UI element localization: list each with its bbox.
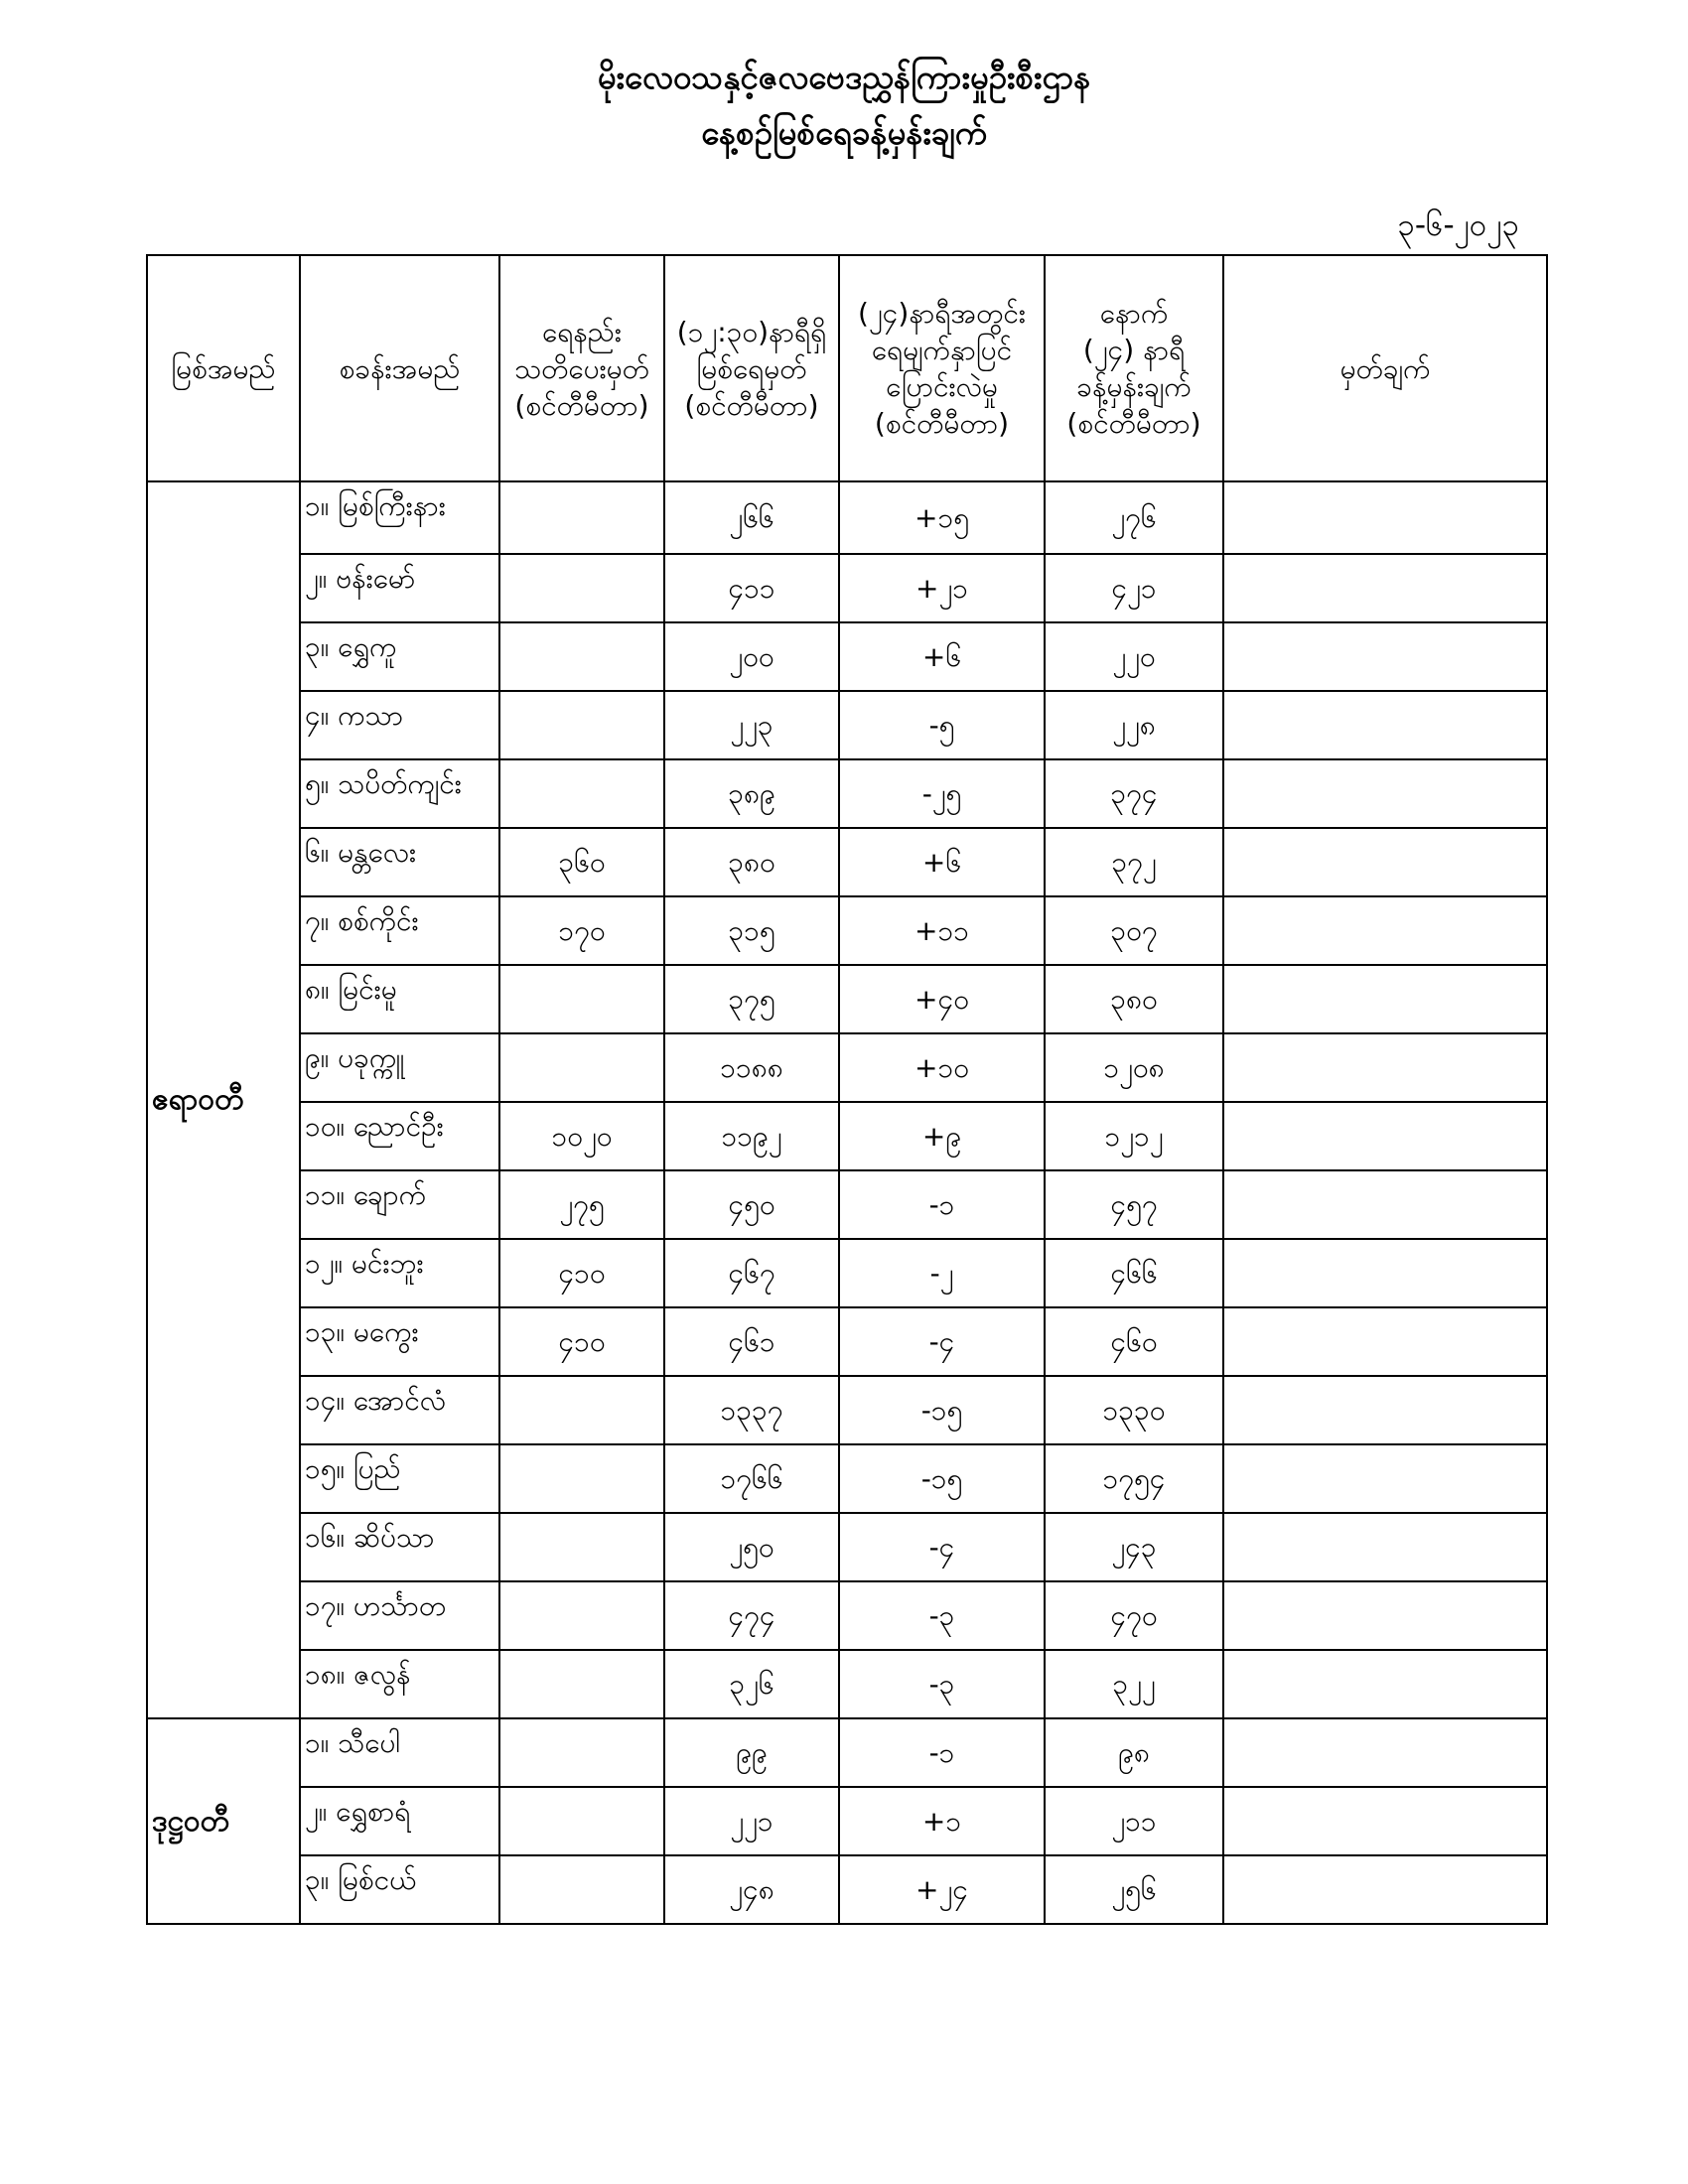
observed-level-cell: ၃၈၉ [664, 759, 839, 828]
table-body [147, 481, 1547, 1924]
danger-level-cell [499, 622, 664, 691]
level-change-cell: -၄ [839, 1513, 1045, 1581]
forecast-level-cell: ၉၈ [1045, 1718, 1223, 1787]
station-name-cell: ၅။ သပိတ်ကျင်း [300, 759, 499, 828]
observed-level-cell: ၂၀၀ [664, 622, 839, 691]
table-row [147, 965, 1547, 1033]
station-name-cell: ၉။ ပခုက္ကူ [300, 1033, 499, 1102]
station-name-cell: ၄။ ကသာ [300, 691, 499, 759]
header-danger-line: (စင်တီမီတာ) [514, 388, 649, 422]
danger-level-cell [499, 1650, 664, 1718]
station-name-cell: ၁၆။ ဆိပ်သာ [300, 1513, 499, 1581]
table-header-row [147, 255, 1547, 481]
remarks-cell [1223, 1581, 1547, 1650]
remarks-cell [1223, 1307, 1547, 1376]
observed-level-cell: ၁၇၆၆ [664, 1444, 839, 1513]
header-danger-line: ရေနည်း [542, 315, 622, 348]
danger-level-cell [499, 1033, 664, 1102]
header-observed-line: မြစ်ရေမှတ် [696, 351, 807, 385]
observed-level-cell: ၉၉ [664, 1718, 839, 1787]
observed-level-cell: ၂၅၀ [664, 1513, 839, 1581]
header-danger [499, 255, 664, 481]
observed-level-cell: ၂၂၁ [664, 1787, 839, 1855]
header-observed-line: (စင်တီမီတာ) [684, 388, 819, 422]
table-row [147, 896, 1547, 965]
remarks-cell [1223, 1102, 1547, 1170]
table-row [147, 1581, 1547, 1650]
remarks-cell [1223, 965, 1547, 1033]
table-row [147, 481, 1547, 554]
table-row [147, 1718, 1547, 1787]
level-change-cell: +၄၀ [839, 965, 1045, 1033]
observed-level-cell: ၁၃၃၇ [664, 1376, 839, 1444]
level-change-cell: +၉ [839, 1102, 1045, 1170]
table-row [147, 1650, 1547, 1718]
forecast-level-cell: ၂၂၈ [1045, 691, 1223, 759]
remarks-cell [1223, 1787, 1547, 1855]
remarks-cell [1223, 1033, 1547, 1102]
forecast-level-cell: ၄၇၀ [1045, 1581, 1223, 1650]
remarks-cell [1223, 1855, 1547, 1924]
header-forecast-line: (စင်တီမီတာ) [1066, 407, 1201, 440]
level-change-cell: -၁၅ [839, 1444, 1045, 1513]
danger-level-cell [499, 965, 664, 1033]
station-name-cell: ၁၁။ ချောက် [300, 1170, 499, 1239]
station-name-cell: ၁။ သီပေါ [300, 1718, 499, 1787]
danger-level-cell: ၃၆၀ [499, 828, 664, 896]
table-row [147, 1444, 1547, 1513]
remarks-cell [1223, 896, 1547, 965]
forecast-level-cell: ၂၂၀ [1045, 622, 1223, 691]
remarks-cell [1223, 1239, 1547, 1307]
table-row [147, 1239, 1547, 1307]
forecast-level-cell: ၄၆၆ [1045, 1239, 1223, 1307]
observed-level-cell: ၄၇၄ [664, 1581, 839, 1650]
station-name-cell: ၁၈။ ဇလွန် [300, 1650, 499, 1718]
observed-level-cell: ၃၂၆ [664, 1650, 839, 1718]
table-row [147, 554, 1547, 622]
river-name-cell: ဒုဋ္ဌဝတီ [147, 1718, 300, 1924]
table-row [147, 1307, 1547, 1376]
level-change-cell: -၂ [839, 1239, 1045, 1307]
remarks-cell [1223, 1376, 1547, 1444]
danger-level-cell [499, 1444, 664, 1513]
forecast-level-cell: ၂၄၃ [1045, 1513, 1223, 1581]
danger-level-cell: ၂၇၅ [499, 1170, 664, 1239]
level-change-cell: -၁ [839, 1170, 1045, 1239]
level-change-cell: +၁၅ [839, 481, 1045, 554]
table-row [147, 1170, 1547, 1239]
table-row [147, 759, 1547, 828]
danger-level-cell: ၄၁၀ [499, 1239, 664, 1307]
table-row [147, 828, 1547, 896]
forecast-level-cell: ၄၂၁ [1045, 554, 1223, 622]
level-change-cell: +၁ [839, 1787, 1045, 1855]
level-change-cell: +၁၀ [839, 1033, 1045, 1102]
level-change-cell: -၄ [839, 1307, 1045, 1376]
danger-level-cell [499, 1513, 664, 1581]
observed-level-cell: ၃၈၀ [664, 828, 839, 896]
level-change-cell: +၆ [839, 828, 1045, 896]
table-row [147, 1855, 1547, 1924]
station-name-cell: ၁၃။ မကွေး [300, 1307, 499, 1376]
station-name-cell: ၂။ ရွှေစာရံ [300, 1787, 499, 1855]
forecast-level-cell: ၂၇၆ [1045, 481, 1223, 554]
danger-level-cell [499, 1376, 664, 1444]
observed-level-cell: ၁၁၈၈ [664, 1033, 839, 1102]
station-name-cell: ၂။ ဗန်းမော် [300, 554, 499, 622]
observed-level-cell: ၃၇၅ [664, 965, 839, 1033]
remarks-cell [1223, 691, 1547, 759]
forecast-level-cell: ၂၁၁ [1045, 1787, 1223, 1855]
level-change-cell: -၂၅ [839, 759, 1045, 828]
station-name-cell: ၃။ မြစ်ငယ် [300, 1855, 499, 1924]
header-forecast-line: (၂၄) နာရီ [1082, 334, 1186, 366]
header-river: မြစ်အမည် [147, 255, 300, 481]
forecast-level-cell: ၃၈၀ [1045, 965, 1223, 1033]
level-change-cell: -၁၅ [839, 1376, 1045, 1444]
danger-level-cell [499, 1581, 664, 1650]
station-name-cell: ၁။ မြစ်ကြီးနား [300, 481, 499, 554]
station-name-cell: ၁၀။ ညောင်ဦး [300, 1102, 499, 1170]
remarks-cell [1223, 759, 1547, 828]
remarks-cell [1223, 481, 1547, 554]
forecast-level-cell: ၃၂၂ [1045, 1650, 1223, 1718]
forecast-level-cell: ၂၅၆ [1045, 1855, 1223, 1924]
danger-level-cell [499, 554, 664, 622]
level-change-cell: -၃ [839, 1650, 1045, 1718]
table-row [147, 622, 1547, 691]
river-name-cell: ဧရာဝတီ [147, 481, 300, 1718]
forecast-level-cell: ၁၇၅၄ [1045, 1444, 1223, 1513]
remarks-cell [1223, 1444, 1547, 1513]
station-name-cell: ၁၇။ ဟင်္သာတ [300, 1581, 499, 1650]
remarks-cell [1223, 1170, 1547, 1239]
station-name-cell: ၈။ မြင်းမူ [300, 965, 499, 1033]
danger-level-cell [499, 1787, 664, 1855]
remarks-cell [1223, 1513, 1547, 1581]
observed-level-cell: ၃၁၅ [664, 896, 839, 965]
forecast-level-cell: ၁၃၃၀ [1045, 1376, 1223, 1444]
page-title: မိုးလေဝသနှင့်ဇလဗေဒညွှန်ကြားမှုဦးစီးဌာန [597, 58, 1091, 96]
remarks-cell [1223, 1650, 1547, 1718]
page-subtitle: နေ့စဉ်မြစ်ရေခန့်မှန်းချက် [701, 113, 987, 152]
table-row [147, 1787, 1547, 1855]
danger-level-cell [499, 759, 664, 828]
header-change-line: ပြောင်းလဲမှု [886, 370, 998, 403]
forecast-level-cell: ၁၂၀၈ [1045, 1033, 1223, 1102]
header-forecast [1045, 255, 1223, 481]
table-row [147, 1513, 1547, 1581]
station-name-cell: ၁၄။ အောင်လံ [300, 1376, 499, 1444]
forecast-level-cell: ၃၀၇ [1045, 896, 1223, 965]
danger-level-cell [499, 1718, 664, 1787]
table-row [147, 1376, 1547, 1444]
level-change-cell: +၁၁ [839, 896, 1045, 965]
forecast-level-cell: ၄၆၀ [1045, 1307, 1223, 1376]
danger-level-cell [499, 1855, 664, 1924]
station-name-cell: ၆။ မန္တလေး [300, 828, 499, 896]
danger-level-cell [499, 481, 664, 554]
remarks-cell [1223, 554, 1547, 622]
station-name-cell: ၁၂။ မင်းဘူး [300, 1239, 499, 1307]
header-station: စခန်းအမည် [300, 255, 499, 481]
table-row [147, 1102, 1547, 1170]
observed-level-cell: ၄၆၇ [664, 1239, 839, 1307]
header-change-line: (စင်တီမီတာ) [874, 407, 1010, 440]
remarks-cell [1223, 622, 1547, 691]
station-name-cell: ၇။ စစ်ကိုင်း [300, 896, 499, 965]
header-forecast-line: ခန့်မှန်းချက် [1076, 370, 1192, 403]
danger-level-cell: ၁၀၂၀ [499, 1102, 664, 1170]
river-forecast-table [146, 254, 1548, 1925]
danger-level-cell: ၁၇၀ [499, 896, 664, 965]
level-change-cell: +၂၄ [839, 1855, 1045, 1924]
level-change-cell: -၅ [839, 691, 1045, 759]
header-observed-line: (၁၂:၃၀)နာရီရှိ [676, 315, 827, 348]
header-change-line: (၂၄)နာရီအတွင်း [857, 297, 1027, 330]
header-observed [664, 255, 839, 481]
header-change-line: ရေမျက်နှာပြင် [871, 334, 1013, 366]
station-name-cell: ၁၅။ ပြည် [300, 1444, 499, 1513]
observed-level-cell: ၁၁၉၂ [664, 1102, 839, 1170]
header-remarks: မှတ်ချက် [1223, 255, 1547, 481]
station-name-cell: ၃။ ရွှေကူ [300, 622, 499, 691]
forecast-level-cell: ၃၇၄ [1045, 759, 1223, 828]
observed-level-cell: ၄၁၁ [664, 554, 839, 622]
danger-level-cell [499, 691, 664, 759]
observed-level-cell: ၄၅၀ [664, 1170, 839, 1239]
level-change-cell: +၂၁ [839, 554, 1045, 622]
report-date: ၃-၆-၂၀၂၃ [1397, 207, 1519, 243]
header-danger-line: သတိပေးမှတ် [514, 351, 649, 385]
remarks-cell [1223, 1718, 1547, 1787]
table-row [147, 1033, 1547, 1102]
header-forecast-line: နောက် [1099, 297, 1169, 330]
header-change [839, 255, 1045, 481]
observed-level-cell: ၄၆၁ [664, 1307, 839, 1376]
forecast-level-cell: ၃၇၂ [1045, 828, 1223, 896]
observed-level-cell: ၂၂၃ [664, 691, 839, 759]
level-change-cell: -၃ [839, 1581, 1045, 1650]
level-change-cell: -၁ [839, 1718, 1045, 1787]
level-change-cell: +၆ [839, 622, 1045, 691]
danger-level-cell: ၄၁၀ [499, 1307, 664, 1376]
forecast-level-cell: ၄၅၇ [1045, 1170, 1223, 1239]
observed-level-cell: ၂၄၈ [664, 1855, 839, 1924]
forecast-level-cell: ၁၂၁၂ [1045, 1102, 1223, 1170]
table-row [147, 691, 1547, 759]
observed-level-cell: ၂၆၆ [664, 481, 839, 554]
remarks-cell [1223, 828, 1547, 896]
